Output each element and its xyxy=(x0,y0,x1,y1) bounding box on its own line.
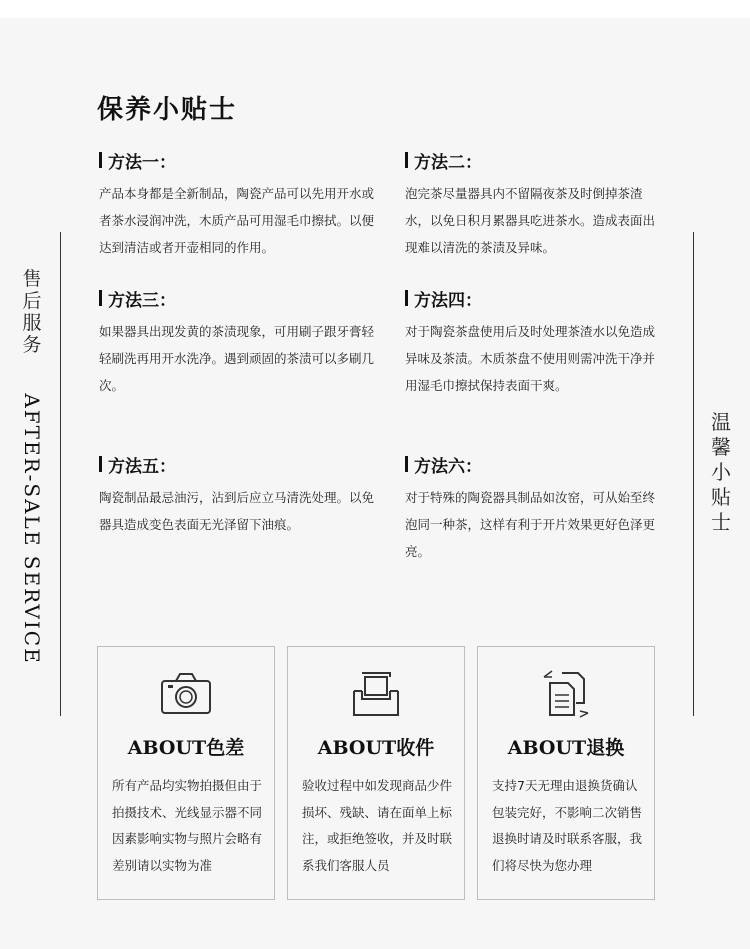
side-label-right: 温馨小贴士 xyxy=(711,410,731,534)
card-text: 验收过程中如发现商品少件损坏、残缺、请在面单上标注，或拒绝签收，并及时联系我们客服人员 xyxy=(302,778,453,873)
card-returns xyxy=(477,646,655,900)
card-text: 所有产品均实物拍摄但由于拍摄技术、光线显示器不同因素影响实物与照片会略有差别请以实物为准 xyxy=(112,778,263,873)
heading-bar-icon xyxy=(99,290,102,306)
page-title: 保养小贴士 xyxy=(97,95,238,125)
method-heading: 方法三： xyxy=(108,290,176,311)
method-1 xyxy=(99,148,379,261)
method-heading: 方法四： xyxy=(414,290,482,311)
heading-bar-icon xyxy=(405,152,408,168)
method-text: 产品本身都是全新制品，陶瓷产品可以先用开水或者茶水浸润冲洗，木质产品可用湿毛巾擦拭。以便达到清洁或者开壶相同的作用。 xyxy=(99,186,375,255)
document-exchange-icon xyxy=(538,669,594,719)
heading-bar-icon xyxy=(405,290,408,306)
left-divider xyxy=(60,232,61,716)
right-divider xyxy=(693,232,694,716)
heading-bar-icon xyxy=(99,456,102,472)
method-text: 陶瓷制品最忌油污，沾到后应立马清洗处理。以免器具造成变色表面无光泽留下油痕。 xyxy=(99,490,375,532)
card-receiving xyxy=(287,646,465,900)
method-6 xyxy=(405,452,665,565)
method-text: 对于特殊的陶瓷器具制品如汝窑，可从始至终泡同一种茶，这样有利于开片效果更好色泽更亮。 xyxy=(405,490,656,559)
method-heading: 方法六： xyxy=(414,456,482,477)
camera-icon xyxy=(158,669,214,719)
card-title: ABOUT退换 xyxy=(507,737,625,759)
method-3 xyxy=(99,286,379,399)
method-text: 如果器具出现发黄的茶渍现象，可用刷子跟牙膏轻轻刷洗再用开水洗净。遇到顽固的茶渍可以多刷几次。 xyxy=(99,324,375,393)
method-5 xyxy=(99,452,379,538)
card-text: 支持7天无理由退换货确认包装完好，不影响二次销售退换时请及时联系客服，我们将尽快为您办理 xyxy=(492,778,643,873)
side-label-cn: 售后服务 xyxy=(22,268,42,356)
method-heading: 方法一： xyxy=(108,152,176,173)
side-label-en-text: AFTER-SALE SERVICE xyxy=(20,393,44,665)
method-text: 泡完茶尽量器具内不留隔夜茶及时倒掉茶渣水，以免日积月累器具吃进茶水。造成表面出现难以清洗的茶渍及异味。 xyxy=(405,186,656,255)
card-color-difference xyxy=(97,646,275,900)
heading-bar-icon xyxy=(405,456,408,472)
method-2 xyxy=(405,148,665,261)
method-heading: 方法五： xyxy=(108,456,176,477)
inbox-icon xyxy=(348,669,404,719)
method-4 xyxy=(405,286,665,399)
side-label-en xyxy=(20,384,44,674)
heading-bar-icon xyxy=(99,152,102,168)
method-text: 对于陶瓷茶盘使用后及时处理茶渣水以免造成异味及茶渍。木质茶盘不使用则需冲洗干净并用湿毛巾擦拭保持表面干爽。 xyxy=(405,324,656,393)
method-heading: 方法二： xyxy=(414,152,482,173)
card-title: ABOUT色差 xyxy=(127,737,245,759)
card-title: ABOUT收件 xyxy=(317,737,435,759)
